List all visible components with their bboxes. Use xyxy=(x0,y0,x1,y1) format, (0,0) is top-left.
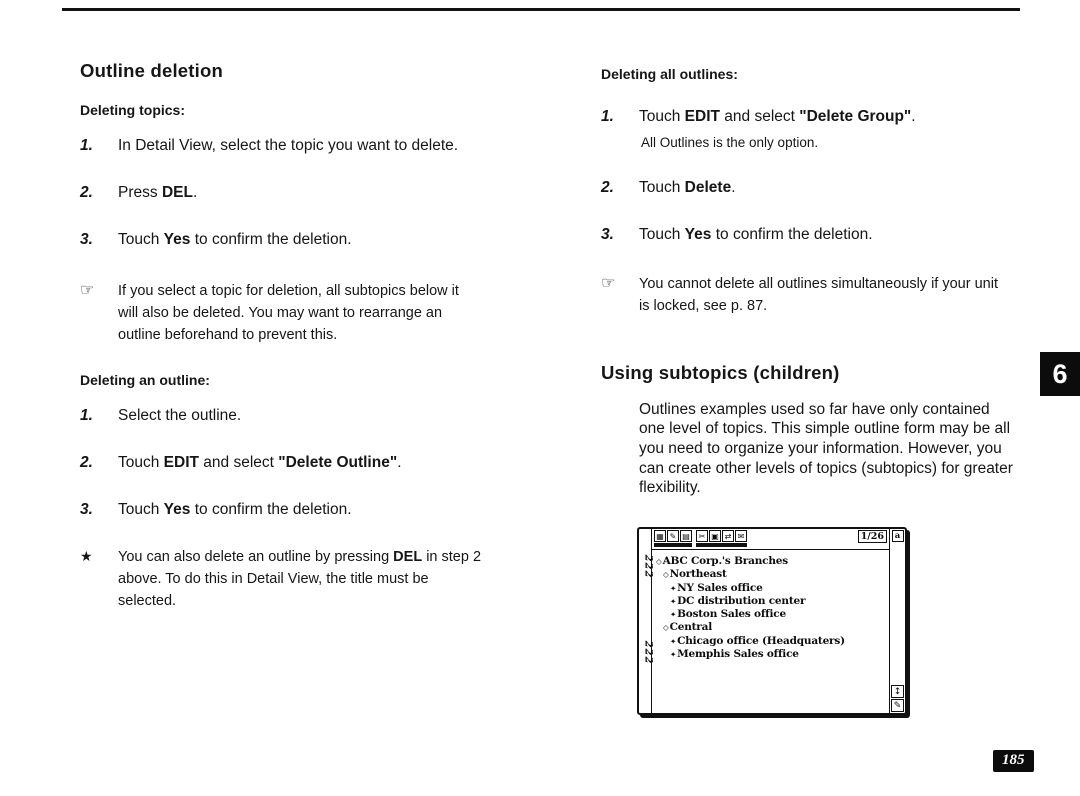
step xyxy=(601,224,1041,246)
outline-item-text: Memphis Sales office xyxy=(677,648,799,661)
outline-item-text: Central xyxy=(669,621,713,634)
corner-label: a xyxy=(892,530,904,542)
step-text: Touch Yes to confirm the deletion. xyxy=(639,226,873,244)
page-number: 185 xyxy=(993,750,1034,772)
step-text: Touch EDIT and select "Delete Group". xyxy=(639,108,916,125)
screen-scroll-strip xyxy=(889,529,905,713)
left-column xyxy=(80,60,510,613)
outline-item-text: NY Sales office xyxy=(677,581,763,594)
star-icon: ★ xyxy=(80,548,93,565)
step xyxy=(601,177,1041,199)
star-bullet-icon: ✦ xyxy=(670,583,677,593)
grid-icon: ▦ xyxy=(654,530,666,542)
step xyxy=(601,106,1041,152)
toolbar-icon-group xyxy=(654,530,692,547)
step-text: In Detail View, select the topic you want to delete. xyxy=(118,137,459,154)
screen-main xyxy=(652,529,889,713)
step-text: Select the outline. xyxy=(118,407,242,425)
step xyxy=(80,499,510,521)
star-bullet-icon: ✦ xyxy=(670,596,677,606)
outline-item xyxy=(670,635,887,648)
diamond-bullet-icon: ◇ xyxy=(663,570,669,580)
outline-item-text: DC distribution center xyxy=(677,594,806,607)
pencil-icon: ✎ xyxy=(667,530,679,542)
step-number: 2. xyxy=(80,184,93,201)
note-text: You cannot delete all outlines simultaneously if your unit is locked, see p. 87. xyxy=(639,276,998,314)
step xyxy=(80,452,510,474)
binder-mark: 222 xyxy=(642,640,654,665)
star-bullet-icon: ✦ xyxy=(670,610,677,620)
step-text: Press DEL. xyxy=(118,184,198,201)
outline-item xyxy=(670,595,887,608)
clipboard-icon: ▣ xyxy=(709,530,721,542)
subsection-heading-deleting-topics: Deleting topics: xyxy=(80,102,186,118)
diamond-bullet-icon: ◇ xyxy=(663,623,669,633)
subsection-heading-deleting-all: Deleting all outlines: xyxy=(601,66,738,82)
outline-list xyxy=(652,550,889,713)
outline-item xyxy=(670,582,887,595)
step-number: 2. xyxy=(80,454,93,472)
pencil-icon: ✎ xyxy=(891,699,904,712)
tip-note xyxy=(80,547,510,612)
section-title: Outline deletion xyxy=(80,60,223,81)
toolbar-icon-group xyxy=(696,530,747,547)
note-text: You can also delete an outline by pressing DEL in step 2 above. To do this in Detail View, the title must be selected. xyxy=(118,549,482,609)
step xyxy=(80,405,510,427)
step-text: Touch Delete. xyxy=(639,179,736,197)
outline-item xyxy=(670,608,887,621)
binder-strip xyxy=(639,529,652,713)
outline-item xyxy=(670,648,887,661)
right-column xyxy=(601,66,1041,498)
step-number: 3. xyxy=(601,226,614,244)
toolbar-caption-bar xyxy=(654,543,692,547)
step-number: 1. xyxy=(601,108,614,125)
star-bullet-icon: ✦ xyxy=(670,650,677,660)
screen-toolbar xyxy=(652,529,889,550)
binder-mark: 222 xyxy=(642,554,654,579)
step-number: 3. xyxy=(80,231,93,248)
step-number: 1. xyxy=(80,407,93,425)
step-subtext: All Outlines is the only option. xyxy=(641,135,819,150)
outline-item-text: Boston Sales office xyxy=(677,608,786,621)
scissors-icon: ✂ xyxy=(696,530,708,542)
outline-item-text: Chicago office (Headquaters) xyxy=(677,634,845,647)
outline-item xyxy=(656,555,887,568)
outline-item xyxy=(663,621,887,634)
device-screenshot xyxy=(637,527,907,715)
step xyxy=(80,135,510,157)
card-icon: ▤ xyxy=(680,530,692,542)
step-number: 1. xyxy=(80,137,93,154)
note xyxy=(80,281,510,346)
up-down-arrow-icon: ↕ xyxy=(891,685,904,698)
chapter-tab: 6 xyxy=(1040,352,1080,396)
pointing-hand-icon: ☞ xyxy=(80,282,95,299)
step-text: Touch Yes to confirm the deletion. xyxy=(118,231,352,248)
arrows-icon: ⇄ xyxy=(722,530,734,542)
subsection-heading-deleting-outline: Deleting an outline: xyxy=(80,372,210,389)
outline-item-text: ABC Corp.'s Branches xyxy=(662,555,788,567)
note xyxy=(601,274,1041,318)
star-bullet-icon: ✦ xyxy=(670,636,677,646)
step-text: Touch Yes to confirm the deletion. xyxy=(118,501,352,519)
toolbar-caption-bar xyxy=(696,543,747,547)
outline-item-text: Northeast xyxy=(669,568,727,581)
mail-icon: ✉ xyxy=(735,530,747,542)
step xyxy=(80,182,510,204)
top-rule xyxy=(62,8,1020,11)
step-number: 2. xyxy=(601,179,614,197)
step xyxy=(80,229,510,251)
page-indicator: 1/26 xyxy=(858,530,887,543)
step-text: Touch EDIT and select "Delete Outline". xyxy=(118,454,402,472)
step-number: 3. xyxy=(80,501,93,519)
diamond-bullet-icon: ◇ xyxy=(656,557,662,566)
section-title-subtopics: Using subtopics (children) xyxy=(601,361,840,383)
outline-item xyxy=(663,568,887,581)
body-paragraph: Outlines examples used so far have only contained one level of topics. This simple outline form may be all you need to organize your information. However, you can create other levels of topics (subtopics) for greater flexibility. xyxy=(639,400,1013,497)
note-text: If you select a topic for deletion, all subtopics below it will also be deleted. You may want to rearrange an outline beforehand to prevent this. xyxy=(118,283,459,343)
pointing-hand-icon: ☞ xyxy=(601,275,616,293)
